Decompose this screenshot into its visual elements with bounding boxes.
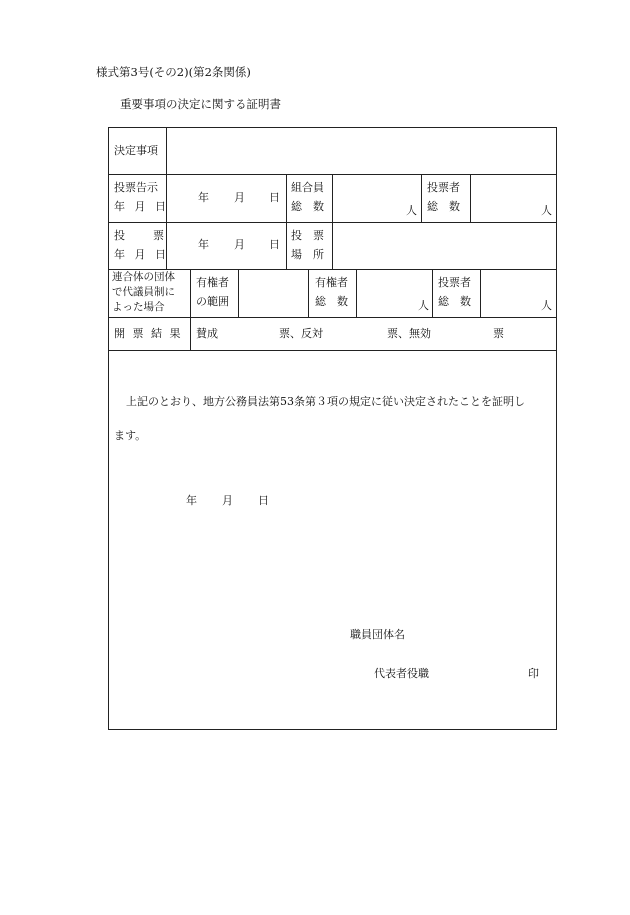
result-invalid-unit: 票 (493, 327, 504, 340)
members-total-unit: 人 (406, 204, 417, 217)
voting-place-label-line1: 投 票 (291, 229, 324, 242)
federation-label-line2: で代議員制に (112, 286, 175, 298)
voting-year: 年 (198, 238, 209, 251)
eligible-total-label-line1: 有権者 (315, 276, 348, 289)
eligible-total-label-line2: 総 数 (315, 295, 348, 308)
members-total-label-line2: 総 数 (291, 200, 324, 213)
voters-total-unit: 人 (541, 204, 552, 217)
certification-date-year: 年 (186, 494, 197, 507)
voting-month: 月 (234, 238, 245, 251)
notice-year: 年 (198, 191, 209, 204)
notice-date-label-line1: 投票告示 (114, 181, 158, 194)
voting-day: 日 (269, 238, 280, 251)
representative-title-label: 代表者役職 (374, 667, 429, 680)
members-total-label-line1: 組合員 (291, 181, 324, 194)
eligible-total-unit: 人 (418, 299, 429, 312)
federation-label-line3: よった場合 (112, 301, 165, 313)
page-title: 重要事項の決定に関する証明書 (120, 97, 281, 111)
certification-date-day: 日 (258, 494, 269, 507)
voters-total-label-line1: 投票者 (427, 181, 460, 194)
eligible-scope-label-line1: 有権者 (196, 276, 229, 289)
notice-day: 日 (269, 191, 280, 204)
organization-name-label: 職員団体名 (350, 628, 405, 641)
notice-date-label-line2: 年 月 日 (114, 200, 169, 213)
notice-month: 月 (234, 191, 245, 204)
voters-total-unit: 人 (541, 299, 552, 312)
federation-label-line1: 連合体の団体 (112, 271, 175, 283)
result-against-unit-invalid-label: 票、無効 (387, 327, 431, 340)
voters-total-label-line2: 総 数 (438, 295, 471, 308)
result-for-label: 賛成 (196, 327, 218, 340)
voters-total-label-line1: 投票者 (438, 276, 471, 289)
counting-result-label: 開 票 結 果 (114, 327, 183, 340)
eligible-scope-label-line2: の範囲 (196, 295, 229, 308)
seal-mark: 印 (528, 667, 539, 680)
decision-item-label: 決定事項 (114, 144, 158, 157)
voting-place-label-line2: 場 所 (291, 248, 324, 261)
result-for-unit-against-label: 票、反対 (279, 327, 323, 340)
certification-statement-line2: ます。 (114, 429, 147, 442)
certification-date-month: 月 (222, 494, 233, 507)
voting-date-label-line2: 年 月 日 (114, 248, 169, 261)
voting-date-label-line1: 投 票 (114, 229, 166, 242)
voters-total-label-line2: 総 数 (427, 200, 460, 213)
form-number: 様式第3号(その2)(第2条関係) (96, 65, 251, 79)
certification-statement-line1: 上記のとおり、地方公務員法第53条第３項の規定に従い決定されたことを証明し (126, 395, 525, 408)
